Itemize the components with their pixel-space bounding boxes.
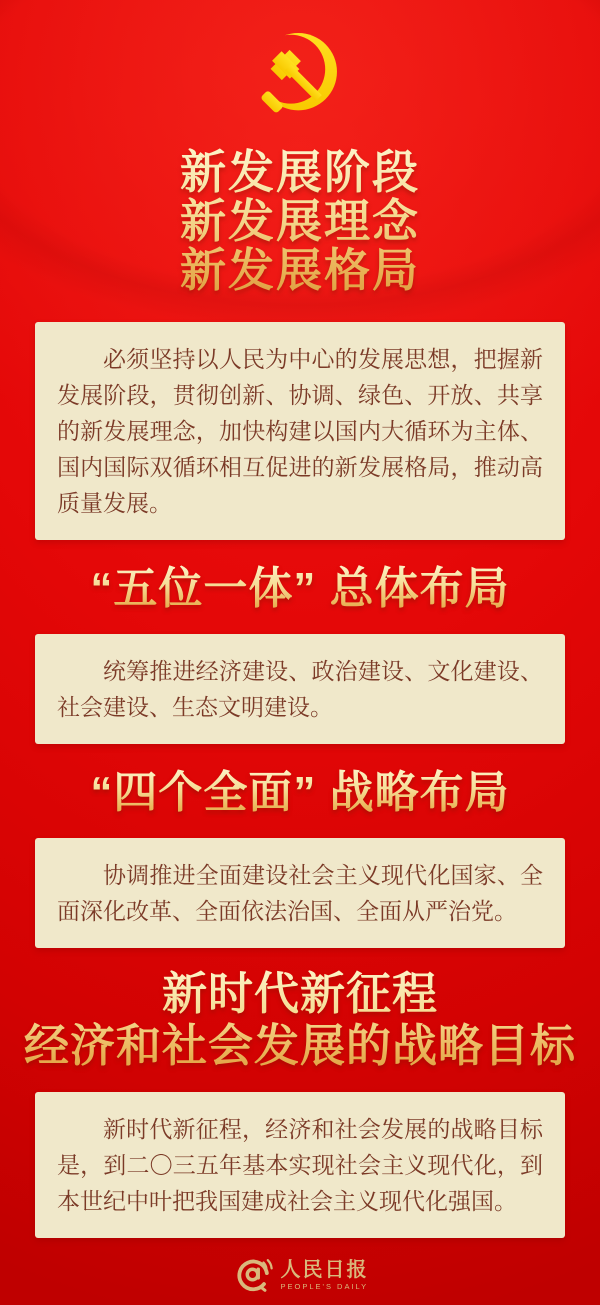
footer-brand: [0, 1254, 600, 1296]
section-body-text: 统筹推进经济建设、政治建设、文化建设、社会建设、生态文明建设。: [57, 658, 543, 720]
section-card-strategic-goals: [35, 1092, 565, 1238]
hammer-sickle-emblem-icon: [258, 26, 342, 114]
section-card-five-sphere: [35, 634, 565, 744]
at-hand-icon: [232, 1254, 274, 1296]
title-line-1: 新发展阶段: [180, 146, 420, 198]
section-heading-line-2: 经济和社会发展的战略目标: [23, 1020, 576, 1071]
section-body-text: 新时代新征程，经济和社会发展的战略目标是，到二〇三五年基本实现社会主义现代化，到本世纪中叶把我国建成社会主义现代化强国。: [57, 1116, 543, 1214]
footer-brand-text: [281, 1259, 369, 1292]
section-heading-five-sphere: [0, 564, 600, 614]
section-card-new-development: [35, 322, 565, 540]
section-heading-line: “四个全面” 战略布局: [90, 768, 510, 817]
section-card-four-comprehensives: [35, 838, 565, 948]
poster-title: [0, 148, 600, 295]
footer-brand-chinese: 人民日报: [280, 1258, 369, 1281]
section-body-text: 协调推进全面建设社会主义现代化国家、全面深化改革、全面依法治国、全面从严治党。: [57, 862, 543, 924]
title-line-3: 新发展格局: [180, 244, 420, 296]
section-heading-line: “五位一体” 总体布局: [90, 564, 510, 613]
section-body-text: 必须坚持以人民为中心的发展思想，把握新发展阶段，贯彻创新、协调、绿色、开放、共享的新发展理念，加快构建以国内大循环为主体、国内国际双循环相互促进的新发展格局，推动高质量发展。: [57, 346, 543, 516]
footer-brand-english: PEOPLE'S DAILY: [280, 1281, 369, 1291]
section-heading-four-comprehensives: [0, 768, 600, 818]
title-line-2: 新发展理念: [180, 195, 420, 247]
section-heading-line-1: 新时代新征程: [161, 968, 438, 1019]
section-heading-strategic-goals: [0, 968, 600, 1072]
